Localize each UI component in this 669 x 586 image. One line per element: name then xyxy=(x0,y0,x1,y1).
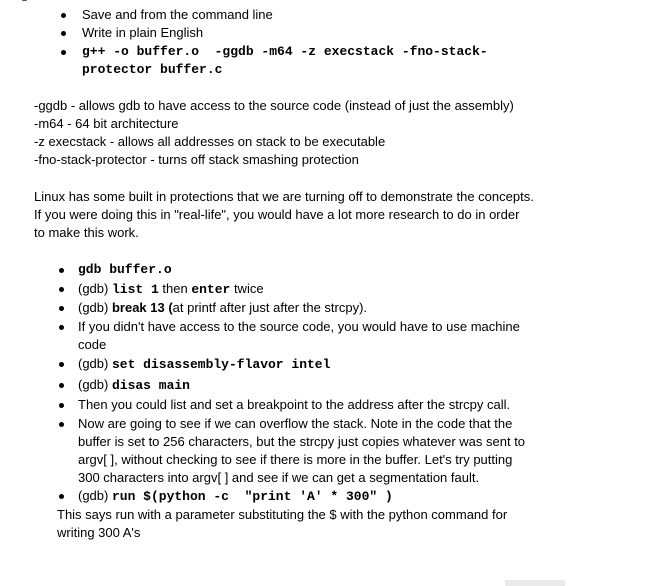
flag-nostack-text: -fno-stack-protector - turns off stack smashing protection xyxy=(34,152,359,167)
previous-page-mark xyxy=(20,0,34,1)
bullet-icon xyxy=(59,403,64,408)
compile-command-line1: g++ -o buffer.o -ggdb -m64 -z execstack -fno-stack- xyxy=(82,44,488,59)
step-gdb-buffer: gdb buffer.o xyxy=(78,262,172,277)
compile-command-line2: protector buffer.c xyxy=(82,62,223,77)
closing-line: writing 300 A's xyxy=(57,525,141,540)
step-breakpoint: Then you could list and set a breakpoint to the address after the strcpy call. xyxy=(78,397,511,412)
bullet-icon xyxy=(59,306,64,311)
step-run-python: (gdb) run $(python -c "print 'A' * 300" ) xyxy=(78,488,393,504)
list-item: Write in plain English xyxy=(82,25,204,40)
step-list: (gdb) list 1 then enter twice xyxy=(78,281,264,297)
bullet-icon xyxy=(61,31,66,36)
page-footer-fragment xyxy=(505,580,565,586)
step-machine-code-line2: code xyxy=(78,337,107,352)
step-overflow-line: argv[ ], without checking to see if there is more in the buffer. Let's try putting xyxy=(78,452,513,467)
bullet-icon xyxy=(59,422,64,427)
bullet-icon xyxy=(59,362,64,367)
step-overflow-line: 300 characters into argv[ ] and see if we can get a segmentation fault. xyxy=(78,470,480,485)
bullet-icon xyxy=(61,13,66,18)
step-disassembly-flavor: (gdb) set disassembly-flavor intel xyxy=(78,356,331,372)
bullet-icon xyxy=(59,268,64,273)
step-overflow-line: buffer is set to 256 characters, but the strcpy just copies whatever was sent to xyxy=(78,434,526,449)
bullet-icon xyxy=(59,287,64,292)
bullet-icon xyxy=(59,494,64,499)
intro-line: Linux has some built in protections that we are turning off to demonstrate the concepts. xyxy=(34,189,534,204)
step-break: (gdb) break 13 (at printf after just after the strcpy). xyxy=(78,300,368,315)
bullet-icon xyxy=(59,383,64,388)
list-item: Save and from the command line xyxy=(82,7,273,22)
step-machine-code-line1: If you didn't have access to the source code, you would have to use machine xyxy=(78,319,520,334)
step-overflow-line: Now are going to see if we can overflow the stack. Note in the code that the xyxy=(78,416,513,431)
flag-m64-text: -m64 - 64 bit architecture xyxy=(34,116,179,131)
intro-line: to make this work. xyxy=(34,225,139,240)
flag-ggdb-text: -ggdb - allows gdb to have access to the source code (instead of just the assembly) xyxy=(34,98,514,113)
intro-line: If you were doing this in "real-life", you would have a lot more research to do in order xyxy=(34,207,520,222)
closing-line: This says run with a parameter substituting the $ with the python command for xyxy=(57,507,508,522)
bullet-icon xyxy=(61,50,66,55)
flag-execstack-text: -z execstack - allows all addresses on stack to be executable xyxy=(34,134,386,149)
bullet-icon xyxy=(59,325,64,330)
step-disas-main: (gdb) disas main xyxy=(78,377,190,393)
